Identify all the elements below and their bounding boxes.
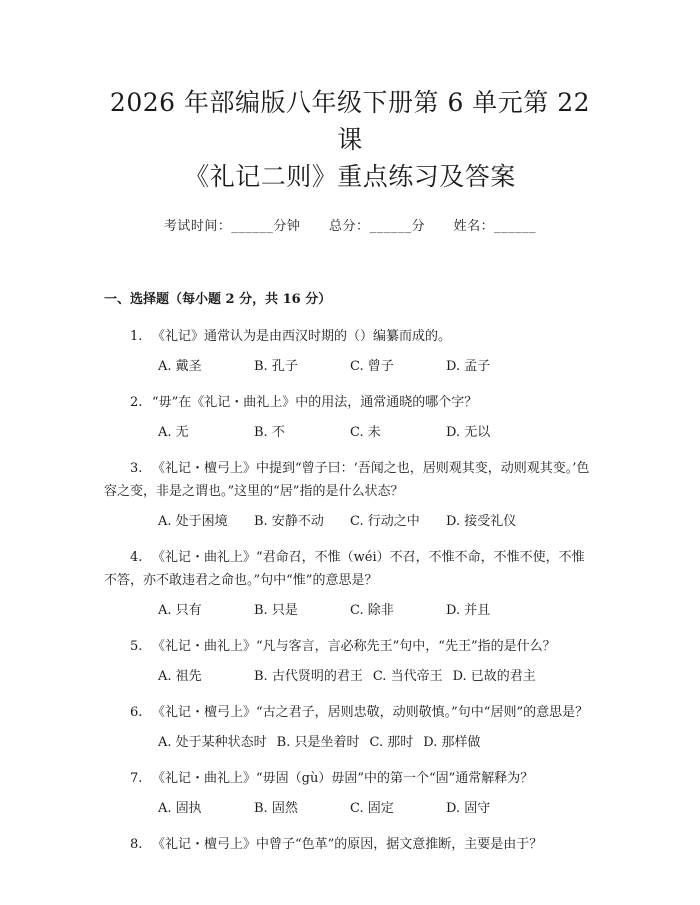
- option-a: A. 祖先: [158, 669, 202, 684]
- options-4: [158, 601, 596, 621]
- option-a: A. 戴圣: [158, 359, 202, 374]
- option-d: D. 孟子: [446, 359, 491, 374]
- option-c: C. 未: [350, 425, 381, 440]
- question-number: 4.: [130, 550, 143, 565]
- options-6: [158, 733, 596, 753]
- question-list: [104, 325, 596, 856]
- option-b: B. 不: [254, 425, 285, 440]
- exam-meta: [104, 215, 596, 234]
- option-b: B. 只是: [254, 603, 298, 618]
- question-text: 《礼记・檀弓上》中提到“曾子曰：‘吾闻之也，居则观其变，动则观其变。’色容之变，非是之谓也。”这里的“居”指的是什么状态？: [104, 461, 590, 499]
- question-text: 《礼记・檀弓上》中曾子“色革”的原因，据文意推断，主要是由于？: [152, 837, 543, 852]
- question-7: [104, 767, 596, 790]
- question-text: 《礼记・曲礼上》“凡与客言，言必称先王”句中，“先王”指的是什么？: [152, 639, 556, 654]
- question-1: [104, 325, 596, 348]
- question-text: 《礼记・曲礼上》“毋固（gù）毋固”中的第一个“固”通常解释为？: [152, 771, 534, 786]
- option-b: B. 孔子: [254, 359, 298, 374]
- option-c: C. 那时: [369, 735, 414, 750]
- option-b: B. 只是坐着时: [276, 735, 360, 750]
- question-number: 3.: [130, 461, 143, 476]
- question-8: [104, 833, 596, 856]
- option-c: C. 曾子: [350, 359, 394, 374]
- options-5: [158, 667, 596, 687]
- option-b: B. 安静不动: [254, 514, 324, 529]
- exam-time: 考试时间：______分钟: [163, 219, 301, 234]
- title-line-2: 《礼记二则》重点练习及答案: [184, 162, 516, 191]
- question-number: 1.: [130, 329, 143, 344]
- option-c: C. 除非: [350, 603, 394, 618]
- option-d: D. 并且: [446, 603, 491, 618]
- option-d: D. 那样做: [423, 735, 481, 750]
- option-d: D. 固守: [446, 801, 491, 816]
- option-a: A. 处于某种状态时: [158, 735, 267, 750]
- options-7: [158, 799, 596, 819]
- option-d: D. 已故的君主: [452, 669, 536, 684]
- title-line-1: 2026 年部编版八年级下册第 6 单元第 22 课: [109, 88, 591, 154]
- question-number: 6.: [130, 705, 143, 720]
- section-title-choice: 一、选择题（每小题 2 分，共 16 分）: [104, 292, 332, 307]
- option-a: A. 无: [158, 425, 189, 440]
- options-3: [158, 512, 596, 532]
- options-1: [158, 357, 596, 377]
- question-3: [104, 457, 596, 503]
- question-4: [104, 546, 596, 592]
- question-number: 8.: [130, 837, 143, 852]
- option-b: B. 古代贤明的君王: [254, 669, 363, 684]
- question-number: 5.: [130, 639, 143, 654]
- option-a: A. 只有: [158, 603, 202, 618]
- option-a: A. 处于困境: [158, 514, 228, 529]
- option-c: C. 固定: [350, 801, 394, 816]
- question-text: 《礼记・曲礼上》“君命召，不惟（wéi）不召，不惟不命，不惟不使，不惟不答，亦不敢违君之命也。”句中“惟”的意思是？: [104, 550, 585, 588]
- question-text: “毋”在《礼记・曲礼上》中的用法，通常通晓的哪个字？: [152, 395, 478, 410]
- question-text: 《礼记》通常认为是由西汉时期的（）编纂而成的。: [152, 329, 452, 344]
- page-title: [104, 84, 596, 195]
- question-6: [104, 701, 596, 724]
- question-text: 《礼记・檀弓上》“古之君子，居则忠敬，动则敬慎。”句中“居则”的意思是？: [152, 705, 589, 720]
- option-c: C. 当代帝王: [372, 669, 443, 684]
- options-2: [158, 423, 596, 443]
- option-c: C. 行动之中: [350, 514, 420, 529]
- student-name: 姓名：______: [453, 219, 537, 234]
- question-2: [104, 391, 596, 414]
- exam-total-score: 总分：______分: [328, 219, 425, 234]
- option-b: B. 固然: [254, 801, 298, 816]
- option-d: D. 接受礼仪: [446, 514, 517, 529]
- question-number: 2.: [130, 395, 143, 410]
- option-a: A. 固执: [158, 801, 202, 816]
- question-number: 7.: [130, 771, 143, 786]
- question-5: [104, 635, 596, 658]
- option-d: D. 无以: [446, 425, 491, 440]
